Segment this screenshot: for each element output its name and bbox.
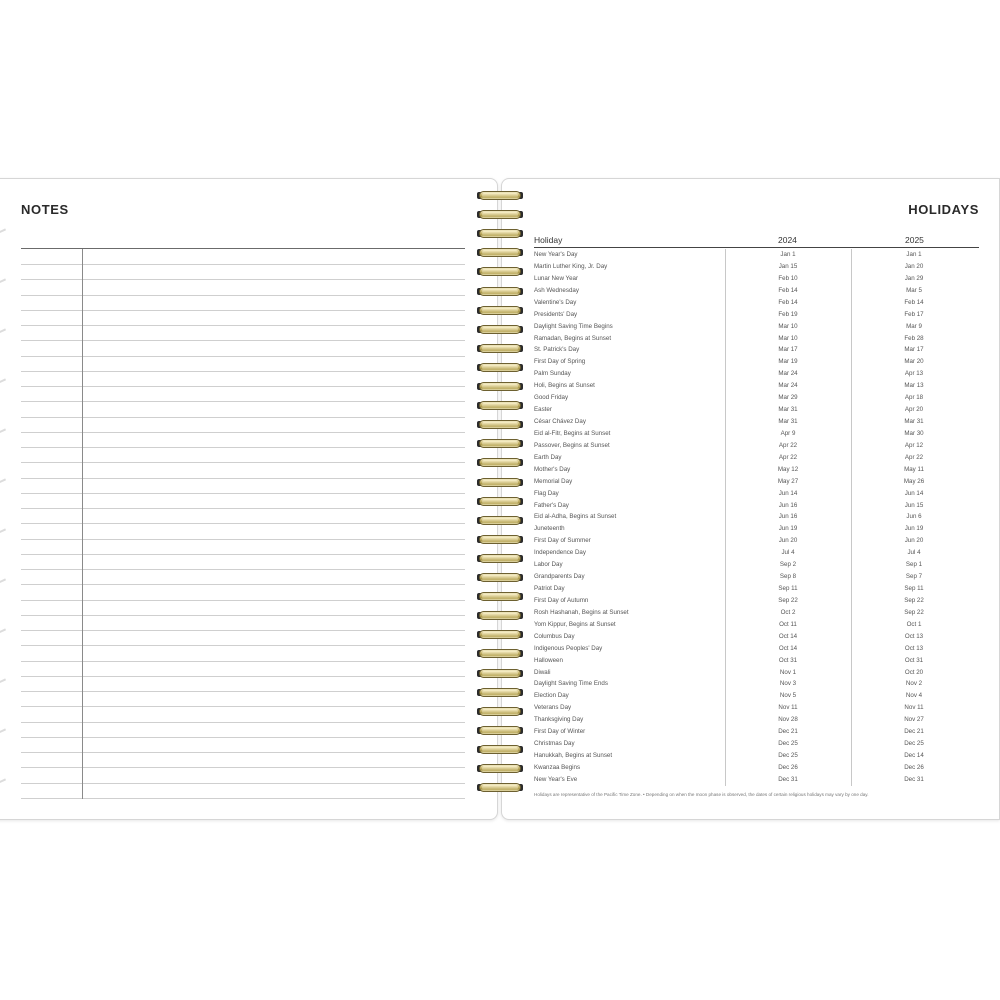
holiday-date-2024: Sep 8 xyxy=(779,573,797,581)
header-year-2025: 2025 xyxy=(905,235,924,245)
holiday-name: First Day of Winter xyxy=(534,728,586,736)
holiday-date-2024: Mar 31 xyxy=(778,418,798,426)
holiday-name: Kwanzaa Begins xyxy=(534,763,581,771)
notes-ruled-line xyxy=(21,798,465,799)
spiral-ring xyxy=(474,629,526,641)
holiday-date-2024: Apr 22 xyxy=(778,441,798,449)
holiday-name: Daylight Saving Time Begins xyxy=(534,322,613,330)
holidays-title: HOLIDAYS xyxy=(908,202,979,217)
holiday-date-2024: Nov 5 xyxy=(779,692,797,700)
holiday-date-2025: Mar 13 xyxy=(904,382,924,390)
spiral-ring xyxy=(474,247,526,259)
holiday-date-2024: May 27 xyxy=(777,477,799,485)
holiday-date-2024: Sep 22 xyxy=(778,596,798,604)
spiral-ring xyxy=(474,744,526,756)
spiral-ring xyxy=(474,572,526,584)
holiday-name: Daylight Saving Time Ends xyxy=(534,680,608,688)
holiday-name: Passover, Begins at Sunset xyxy=(534,441,610,449)
holiday-name: Easter xyxy=(534,406,552,414)
holiday-date-2025: Dec 31 xyxy=(904,775,924,783)
holiday-date-2024: Feb 14 xyxy=(778,286,798,294)
holidays-footnote: Holidays are representative of the Pacific Time Zone. • Depending on when the moon phase is observed, the dates of certain religious holidays may vary by one day. xyxy=(534,792,869,797)
holiday-date-2025: Feb 28 xyxy=(904,334,924,342)
holiday-date-2024: Mar 17 xyxy=(778,346,798,354)
holiday-date-2025: May 11 xyxy=(904,465,924,473)
holiday-date-2025: Nov 2 xyxy=(905,680,923,688)
holiday-date-2025: Sep 22 xyxy=(904,596,924,604)
holiday-date-2025: Feb 17 xyxy=(904,310,924,318)
holiday-date-2024: Jun 16 xyxy=(778,501,798,509)
holiday-date-2025: Sep 1 xyxy=(905,561,923,569)
holiday-date-2024: Dec 25 xyxy=(778,752,798,760)
spiral-ring xyxy=(474,286,526,298)
holiday-date-2024: Feb 10 xyxy=(778,274,798,282)
spiral-ring xyxy=(474,782,526,794)
holiday-date-2024: Oct 11 xyxy=(779,620,797,628)
holiday-date-2025: Nov 11 xyxy=(904,704,924,712)
holiday-date-2025: Oct 31 xyxy=(904,656,924,664)
holiday-date-2024: Dec 21 xyxy=(778,728,798,736)
holiday-name: Rosh Hashanah, Begins at Sunset xyxy=(534,608,629,616)
holiday-date-2025: Apr 22 xyxy=(904,453,924,461)
spiral-ring xyxy=(474,648,526,660)
holiday-name: Ramadan, Begins at Sunset xyxy=(534,334,612,342)
holiday-date-2024: Apr 9 xyxy=(780,429,796,437)
spiral-ring xyxy=(474,362,526,374)
spiral-ring xyxy=(474,763,526,775)
holiday-date-2025: Sep 22 xyxy=(904,608,924,616)
spiral-ring xyxy=(474,477,526,489)
holiday-date-2025: Jun 19 xyxy=(904,525,924,533)
holiday-date-2025: Nov 27 xyxy=(904,716,924,724)
holiday-date-2024: Sep 2 xyxy=(779,561,797,569)
holiday-name: Palm Sunday xyxy=(534,370,571,378)
holiday-date-2025: Nov 4 xyxy=(905,692,923,700)
spiral-ring xyxy=(474,591,526,603)
holiday-date-2025: Apr 12 xyxy=(904,441,924,449)
holiday-name: Hanukkah, Begins at Sunset xyxy=(534,752,613,760)
holiday-date-2024: Nov 3 xyxy=(779,680,797,688)
holiday-date-2025: Dec 25 xyxy=(904,740,924,748)
holiday-name: Columbus Day xyxy=(534,632,575,640)
spiral-ring xyxy=(474,610,526,622)
spiral-ring xyxy=(474,228,526,240)
spiral-ring xyxy=(474,668,526,680)
holiday-date-2024: Mar 24 xyxy=(778,382,798,390)
holiday-date-2025: Sep 11 xyxy=(904,585,924,593)
holiday-date-2025: Dec 21 xyxy=(904,728,924,736)
spiral-ring xyxy=(474,324,526,336)
holiday-name: St. Patrick's Day xyxy=(534,346,580,354)
holiday-date-2025: Jan 20 xyxy=(904,262,924,270)
holiday-name: Martin Luther King, Jr. Day xyxy=(534,262,608,270)
holiday-date-2024: Apr 22 xyxy=(778,453,798,461)
spiral-ring xyxy=(474,381,526,393)
holiday-date-2024: Nov 28 xyxy=(778,716,798,724)
holiday-date-2024: Mar 31 xyxy=(778,406,798,414)
holiday-name: Eid al-Fitr, Begins at Sunset xyxy=(534,429,611,437)
holiday-date-2025: Jun 6 xyxy=(906,513,922,521)
spiral-ring xyxy=(474,266,526,278)
holiday-date-2025: Jun 20 xyxy=(904,537,924,545)
holiday-name: Patriot Day xyxy=(534,585,565,593)
holiday-name: Earth Day xyxy=(534,453,562,461)
holiday-date-2025: Apr 18 xyxy=(904,394,924,402)
spiral-ring xyxy=(474,438,526,450)
holiday-date-2025: Jun 14 xyxy=(904,489,924,497)
holiday-date-2024: Dec 25 xyxy=(778,740,798,748)
holiday-date-2024: Mar 10 xyxy=(778,322,798,330)
holiday-date-2024: Dec 31 xyxy=(778,775,798,783)
holiday-name: New Year's Eve xyxy=(534,775,578,783)
holiday-date-2024: Mar 29 xyxy=(778,394,798,402)
holiday-date-2025: Mar 9 xyxy=(906,322,922,330)
holiday-date-2025: Apr 13 xyxy=(904,370,924,378)
spiral-ring xyxy=(474,496,526,508)
holiday-name: Halloween xyxy=(534,656,563,664)
holiday-name: Ash Wednesday xyxy=(534,286,579,294)
holiday-name: Veterans Day xyxy=(534,704,572,712)
holiday-name: Juneteenth xyxy=(534,525,565,533)
holiday-name: Good Friday xyxy=(534,394,569,402)
holiday-date-2024: Oct 2 xyxy=(780,608,796,616)
holiday-name: First Day of Spring xyxy=(534,358,586,366)
spiral-ring xyxy=(474,534,526,546)
holiday-name: Memorial Day xyxy=(534,477,573,485)
holiday-date-2025: Feb 14 xyxy=(904,298,924,306)
holiday-name: Diwali xyxy=(534,668,551,676)
holiday-name: Grandparents Day xyxy=(534,573,585,581)
holiday-name: Flag Day xyxy=(534,489,559,497)
notes-title: NOTES xyxy=(21,202,69,217)
holiday-date-2025: Mar 20 xyxy=(904,358,924,366)
holiday-date-2024: Oct 14 xyxy=(778,632,798,640)
holiday-date-2025: Jul 4 xyxy=(907,549,921,557)
holiday-date-2025: Dec 26 xyxy=(904,763,924,771)
spiral-ring xyxy=(474,343,526,355)
spiral-ring xyxy=(474,190,526,202)
holiday-name: Election Day xyxy=(534,692,569,700)
holiday-date-2025: Oct 13 xyxy=(904,632,924,640)
holiday-date-2024: Dec 26 xyxy=(778,763,798,771)
holiday-date-2025: May 26 xyxy=(903,477,925,485)
holiday-date-2024: Jun 14 xyxy=(778,489,798,497)
holiday-name: Eid al-Adha, Begins at Sunset xyxy=(534,513,617,521)
holiday-date-2025: Oct 1 xyxy=(906,620,922,628)
holiday-date-2024: Oct 14 xyxy=(778,644,798,652)
spiral-ring xyxy=(474,725,526,737)
holiday-date-2025: Mar 17 xyxy=(904,346,924,354)
holiday-date-2025: Apr 20 xyxy=(904,406,924,414)
spiral-ring xyxy=(474,457,526,469)
holiday-name: Mother's Day xyxy=(534,465,571,473)
holiday-name: Indigenous Peoples' Day xyxy=(534,644,603,652)
spiral-ring xyxy=(474,515,526,527)
spiral-ring xyxy=(474,400,526,412)
holiday-date-2024: Jun 19 xyxy=(778,525,798,533)
holiday-name: Lunar New Year xyxy=(534,274,579,282)
holiday-date-2025: Jan 1 xyxy=(906,251,922,258)
holiday-name: Father's Day xyxy=(534,501,569,509)
holiday-date-2025: Oct 20 xyxy=(904,668,924,676)
holiday-name: Valentine's Day xyxy=(534,298,577,306)
holiday-date-2024: Sep 11 xyxy=(778,585,798,593)
holiday-date-2025: Mar 31 xyxy=(904,418,924,426)
spiral-ring xyxy=(474,553,526,565)
spiral-ring xyxy=(474,419,526,431)
holiday-date-2025: Mar 30 xyxy=(904,429,924,437)
holiday-date-2025: Mar 5 xyxy=(906,286,922,294)
holiday-date-2024: Nov 1 xyxy=(779,668,797,676)
holiday-date-2024: Jun 20 xyxy=(778,537,798,545)
holiday-name: Independence Day xyxy=(534,549,586,557)
holiday-date-2024: Oct 31 xyxy=(778,656,798,664)
holiday-date-2024: Jun 16 xyxy=(778,513,798,521)
holiday-date-2025: Jan 29 xyxy=(904,274,924,282)
header-holiday: Holiday xyxy=(534,235,563,245)
holiday-name: Holi, Begins at Sunset xyxy=(534,382,595,390)
holidays-header-rule xyxy=(534,247,979,248)
holiday-name: Yom Kippur, Begins at Sunset xyxy=(534,620,616,628)
holiday-date-2025: Oct 13 xyxy=(904,644,924,652)
holiday-date-2024: Jan 15 xyxy=(778,262,798,270)
holiday-date-2024: Mar 24 xyxy=(778,370,798,378)
holiday-name: New Year's Day xyxy=(534,251,578,258)
holiday-date-2024: Nov 11 xyxy=(778,704,798,712)
holiday-name: Labor Day xyxy=(534,561,563,569)
holiday-date-2024: Feb 14 xyxy=(778,298,798,306)
holiday-date-2024: Jul 4 xyxy=(781,549,795,557)
holiday-name: First Day of Summer xyxy=(534,537,591,545)
holiday-date-2024: May 12 xyxy=(777,465,799,473)
holiday-date-2025: Sep 7 xyxy=(905,573,923,581)
holiday-name: Presidents' Day xyxy=(534,310,578,318)
holiday-name: Christmas Day xyxy=(534,740,575,748)
holiday-date-2024: Mar 19 xyxy=(778,358,798,366)
spiral-ring xyxy=(474,209,526,221)
holiday-date-2024: Feb 19 xyxy=(778,310,798,318)
holiday-name: César Chávez Day xyxy=(534,418,586,426)
spiral-ring xyxy=(474,687,526,699)
header-year-2024: 2024 xyxy=(778,235,797,245)
holiday-date-2024: Jan 1 xyxy=(780,251,796,258)
holiday-date-2025: Dec 14 xyxy=(904,752,924,760)
holiday-name: Thanksgiving Day xyxy=(534,716,584,724)
spiral-ring xyxy=(474,706,526,718)
holiday-date-2024: Mar 10 xyxy=(778,334,798,342)
spiral-ring xyxy=(474,305,526,317)
holiday-name: First Day of Autumn xyxy=(534,596,589,604)
holiday-date-2025: Jun 15 xyxy=(904,501,924,509)
spiral-binding xyxy=(474,190,526,810)
